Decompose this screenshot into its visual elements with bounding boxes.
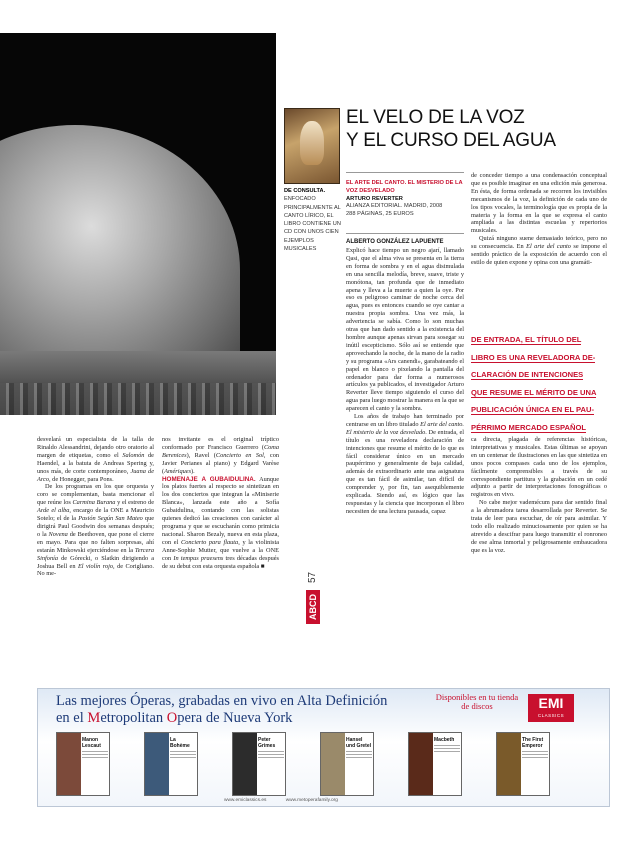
dvd-cover[interactable] [320, 732, 374, 796]
paragraph [346, 413, 464, 516]
ad-availability: Disponibles en tu tienda de discos [435, 692, 519, 711]
dvd-title: Macbeth [434, 737, 460, 754]
book-info [346, 180, 464, 219]
atomic-dome-photo [0, 33, 276, 415]
book-title-italic: El arte del canto [526, 243, 571, 251]
pull-quote-line: QUE RESUME EL MÉRITO DE UNA [471, 387, 597, 397]
divider [346, 233, 464, 234]
text-run: . De entrada, el título es una reveladora declaración de intenciones que resume el mérito de lo que es fácil considerar único en un mercado paupérrimo y generalmente de baja calidad, además de extraordinario ante una asignatura que es tan fácil de asimilar, tan difícil de comprender y, por fin, tan asequiblemente explicada. Siendo así, es lógico que las respuestas y la ciencia que incorporan el libro necesiten de una lectura pausada, capaz [346, 428, 464, 515]
dvd-cover[interactable] [496, 732, 550, 796]
book-title: EL ARTE DEL CANTO. EL MISTERIO DE LA VOZ DESVELADO [346, 180, 463, 194]
dvd-cover[interactable] [232, 732, 286, 796]
advertisement-banner[interactable] [37, 688, 610, 807]
dvd-photo [321, 733, 345, 795]
article-column-1 [37, 436, 154, 578]
dvd-photo [233, 733, 257, 795]
article-column-2 [162, 436, 279, 570]
paragraph: No cabe mejor vademécum para dar sentido final a la abrumadora tarea desarrollada por Reverter. Se trata de leer para escuchar, de oír para asimilar. Y todo ello realizado minuciosamente por quien se ha atrevido a descifrar para luego transmitir el ronroneo de ese alma inmortal y peligrosamente embaucadora que es la voz. [471, 499, 607, 554]
emi-logo: EMI CLASSICS [528, 694, 574, 722]
book-cover-image [284, 108, 340, 184]
caption-heading: DE CONSULTA. [284, 188, 326, 194]
article-column-4-bottom [471, 436, 607, 555]
dvd-photo [145, 733, 169, 795]
paragraph [471, 235, 607, 267]
pull-quote-line: CLARACIÓN DE INTENCIONES [471, 370, 584, 380]
book-publisher: ALIANZA EDITORIAL. MADRID, 2008 [346, 203, 443, 210]
dvd-photo [409, 733, 433, 795]
divider [346, 172, 464, 173]
subhead: HOMENAJE A GUBAIDULINA. [162, 475, 256, 483]
paragraph: De los programas en los que orquesta y coro se complementan, basta mencionar el que reúne los Carmina Burana y el estreno de Arde el alba, encargo de la ONE a Mauricio Sotelo; el de la Pasión Según San Mateo que dirigirá Paul Goodwin dos semanas después; o la Novena de Beethoven, que pone el cierre en mayo. Para que no falten sorpresas, ahí estarán Minkowski ejerciéndose en la Tercera Sinfonía de Górecki, o Slatkin dirigiendo a Joshua Bell en El violín rojo, de Corigliano. No me- [37, 483, 155, 578]
paragraph: Explicó hace tiempo un negro ajarí, llamado Qasi, que el alma viva se presenta en la tierra en forma de sombra y en el agua disimulada en una sencilla melodía, breve, suave, triste y monótona, tan profunda que de inmediato apena y lleva a la muerte a quien la oye. Por eso es peligroso caminar de noche cerca del agua, pues es entonces cuando se oye cantar a nuestra propia sombra. Una vez más, la advertencia se sabía. Como lo son muchas otras que han dado sentido a la existencia del hombre aunque apenas sirvan para sosegar su inútil escepticismo. Sólo así se entiende que aprovechando la noche, de la mano de la radio y su programa «Ars canendi», garabateando el papel en blanco o pixelando la pantalla del ordenador para dar forma a numerosos artículos ya publicados, el investigador Arturo Reverter lleve tiempo siguiendo el curso del agua para luego mostrar la manera en la que se aparecen el canto y la sombra. [346, 247, 465, 413]
article-headline [346, 106, 606, 152]
pull-quote-line: PUBLICACIÓN ÚNICA EN EL PAU- [471, 405, 595, 415]
paragraph: desvelará un especialista de la talla de Rinaldo Alessandrini, dejando otro oratorio al margen de etiquetas, como el Salomón de Haendel, a la batuta de Andreas Spering y, unos más, de corte contemporáneo, Juana de Arco, de Honegger, para Pons. [37, 436, 155, 483]
page-number [306, 566, 322, 626]
dvd-cover[interactable] [56, 732, 110, 796]
pull-quote [471, 331, 607, 437]
paragraph: de conceder tiempo a una condensación conceptual que es posible imaginar en una edición más generosa. En ésta, de forma ordenada se recorren los invisibles mecanismos de la voz, la definición de cada uno de los tipos vocales, la terminología que es propia de la materia y la forma en la que se expresa el canto ampliada a las distintas escuelas y repertorios musicales. [471, 172, 607, 235]
dvd-title: La Bohème [170, 737, 196, 760]
brand-logo: ABCD [306, 590, 320, 624]
headline-line-2: Y EL CURSO DEL AGUA [346, 130, 556, 151]
text-run: Quizá ninguno suene demasiado teórico, pero no su consecuencia. En [471, 235, 607, 251]
pull-quote-line: DE ENTRADA, EL TÍTULO DEL [471, 335, 582, 344]
ad-urls: www.emiclassics.es www.metoperafamily.org [224, 798, 338, 803]
article-column-4-top [471, 172, 607, 267]
rubble-texture [0, 383, 276, 415]
dvd-title: Peter Grimes [258, 737, 284, 760]
byline: ALBERTO GONZÁLEZ LAPUENTE [346, 239, 444, 245]
ad-headline-line-1: Las mejores Óperas, grabadas en vivo en Alta Definición [56, 693, 388, 709]
page-number-value: 57 [307, 571, 318, 583]
book-details: 288 PÁGINAS, 25 EUROS [346, 211, 414, 218]
headline-line-1: EL VELO DE LA VOZ [346, 107, 525, 128]
dvd-title: Manon Lescaut [82, 737, 108, 760]
dvd-title: The First Emperor [522, 737, 548, 760]
dvd-cover[interactable] [408, 732, 462, 796]
photo-caption [284, 187, 346, 253]
dvd-photo [497, 733, 521, 795]
pull-quote-line: PÉRRIMO MERCADO ESPAÑOL [471, 422, 587, 432]
paragraph: ca directa, plagada de referencias históricas, interpretativas y musicales. Estas últimas se apoyan en un centenar de ilustraciones en las que sintetiza en unos pocos compases cada uno de los ejemplos, fácilmente comprensibles a través de su correspondiente partitura y la grabación en un cedé adjunto a partir de interpretaciones fonográficas o registros en vivo. [471, 436, 607, 499]
book-title-italic: El arte del canto. El misterio de la voz desvelado [346, 420, 465, 436]
book-author: ARTURO REVERTER [346, 195, 403, 202]
caption-text: ENFOCADO PRINCIPALMENTE AL CANTO LÍRICO, EL LIBRO CONTIENE UN CD CON UNOS CIEN EJEMPLOS MUSICALES [284, 196, 341, 253]
pull-quote-line: LIBRO ES UNA REVELADORA DE- [471, 352, 596, 362]
book-cover-figure [300, 121, 324, 165]
text-run: se impone el sentido práctico de la exposición de acuerdo con el estilo de quien expone y opina con una gramáti- [471, 243, 607, 266]
text-run: Los años de trabajo han terminado por centrarse en un libro titulado [346, 413, 464, 428]
article-column-3 [346, 247, 464, 516]
paragraph: HOMENAJE A GUBAIDULINA. Aunque los platos fuertes al respecto se sintetizan en los dos conciertos que integran la «Miniserie Blanca», lanzada este año a Sofía Gubaidulina, contando con las solistas quienes dedicó las creaciones con carácter al programa y que se escucharán como primicia nacional. Sharon Bezaly, nueva en esta plaza, con el Concierto para flauta, y la violinista Anne-Sophie Mutter, que vuelve a la ONE con In tempus praesens tres décadas después de su debut con esta orquesta española ■ [162, 475, 280, 570]
dvd-cover[interactable] [144, 732, 198, 796]
paragraph: nos invitante es el original tríptico conformado por Francisco Guerrero (Coma Berenices), Ravel (Concierto en Sol, con Javier Perianes al piano) y Edgard Varèse (Amériques). [162, 436, 279, 475]
dvd-title: Hansel und Gretel [346, 737, 372, 760]
ad-headline-line-2: en el Metropolitan Opera de Nueva York [56, 710, 293, 726]
dvd-photo [57, 733, 81, 795]
